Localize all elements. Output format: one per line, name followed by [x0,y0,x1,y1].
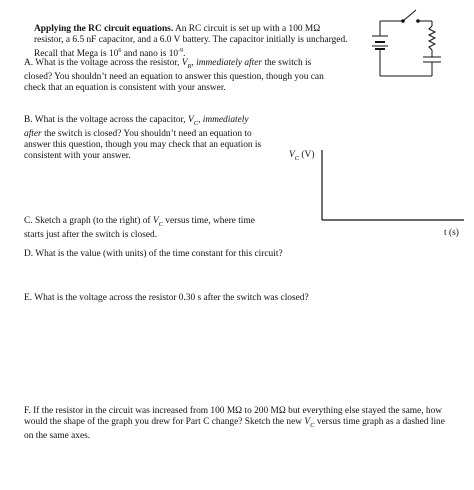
switch-icon [402,10,420,22]
question-a: A. What is the voltage across the resistor, $V_R$, immediately after the switch is closed? You shouldn’t need an equation to answer this question, though you can check that an equation is consistent with your answer. [24,58,324,94]
capacitor-icon [423,57,441,62]
vc-vs-time-axes [288,150,464,230]
rc-circuit-diagram [360,6,460,88]
question-b: B. What is the voltage across the capacitor, $V_C$, immediately after the switch is closed? You shouldn’t need an equation to answer this question, though you may check that an equation is consistent with your answer. [24,115,262,162]
resistor-icon [429,26,435,50]
question-f: F. If the resistor in the circuit was increased from 100 MΩ to 200 MΩ but everything else stayed the same, how would the shape of the graph you drew for Part C change? Sketch the new $V_C$ versus time graph as a dashed line on the same axes. [24,406,445,442]
question-c: C. Sketch a graph (to the right) of $V_C$ versus time, where time starts just after the switch is closed. [24,216,255,241]
x-axis-label: t (s) [444,228,459,238]
battery-icon [372,36,388,49]
question-e: E. What is the voltage across the resistor 0.30 s after the switch was closed? [24,293,309,303]
page-title: Applying the RC circuit equations. [34,24,174,34]
intro-paragraph: Applying the RC circuit equations. An RC circuit is set up with a 100 MΩ resistor, a 6.5 nF capacitor, and a 6.0 V battery. The capacitor initially is uncharged. Recall that Mega is $10^6$ and nano is $10^{-9}$. [34,24,348,60]
question-d: D. What is the value (with units) of the time constant for this circuit? [24,249,283,259]
y-axis-label: $V_C$ (V) [289,150,315,162]
